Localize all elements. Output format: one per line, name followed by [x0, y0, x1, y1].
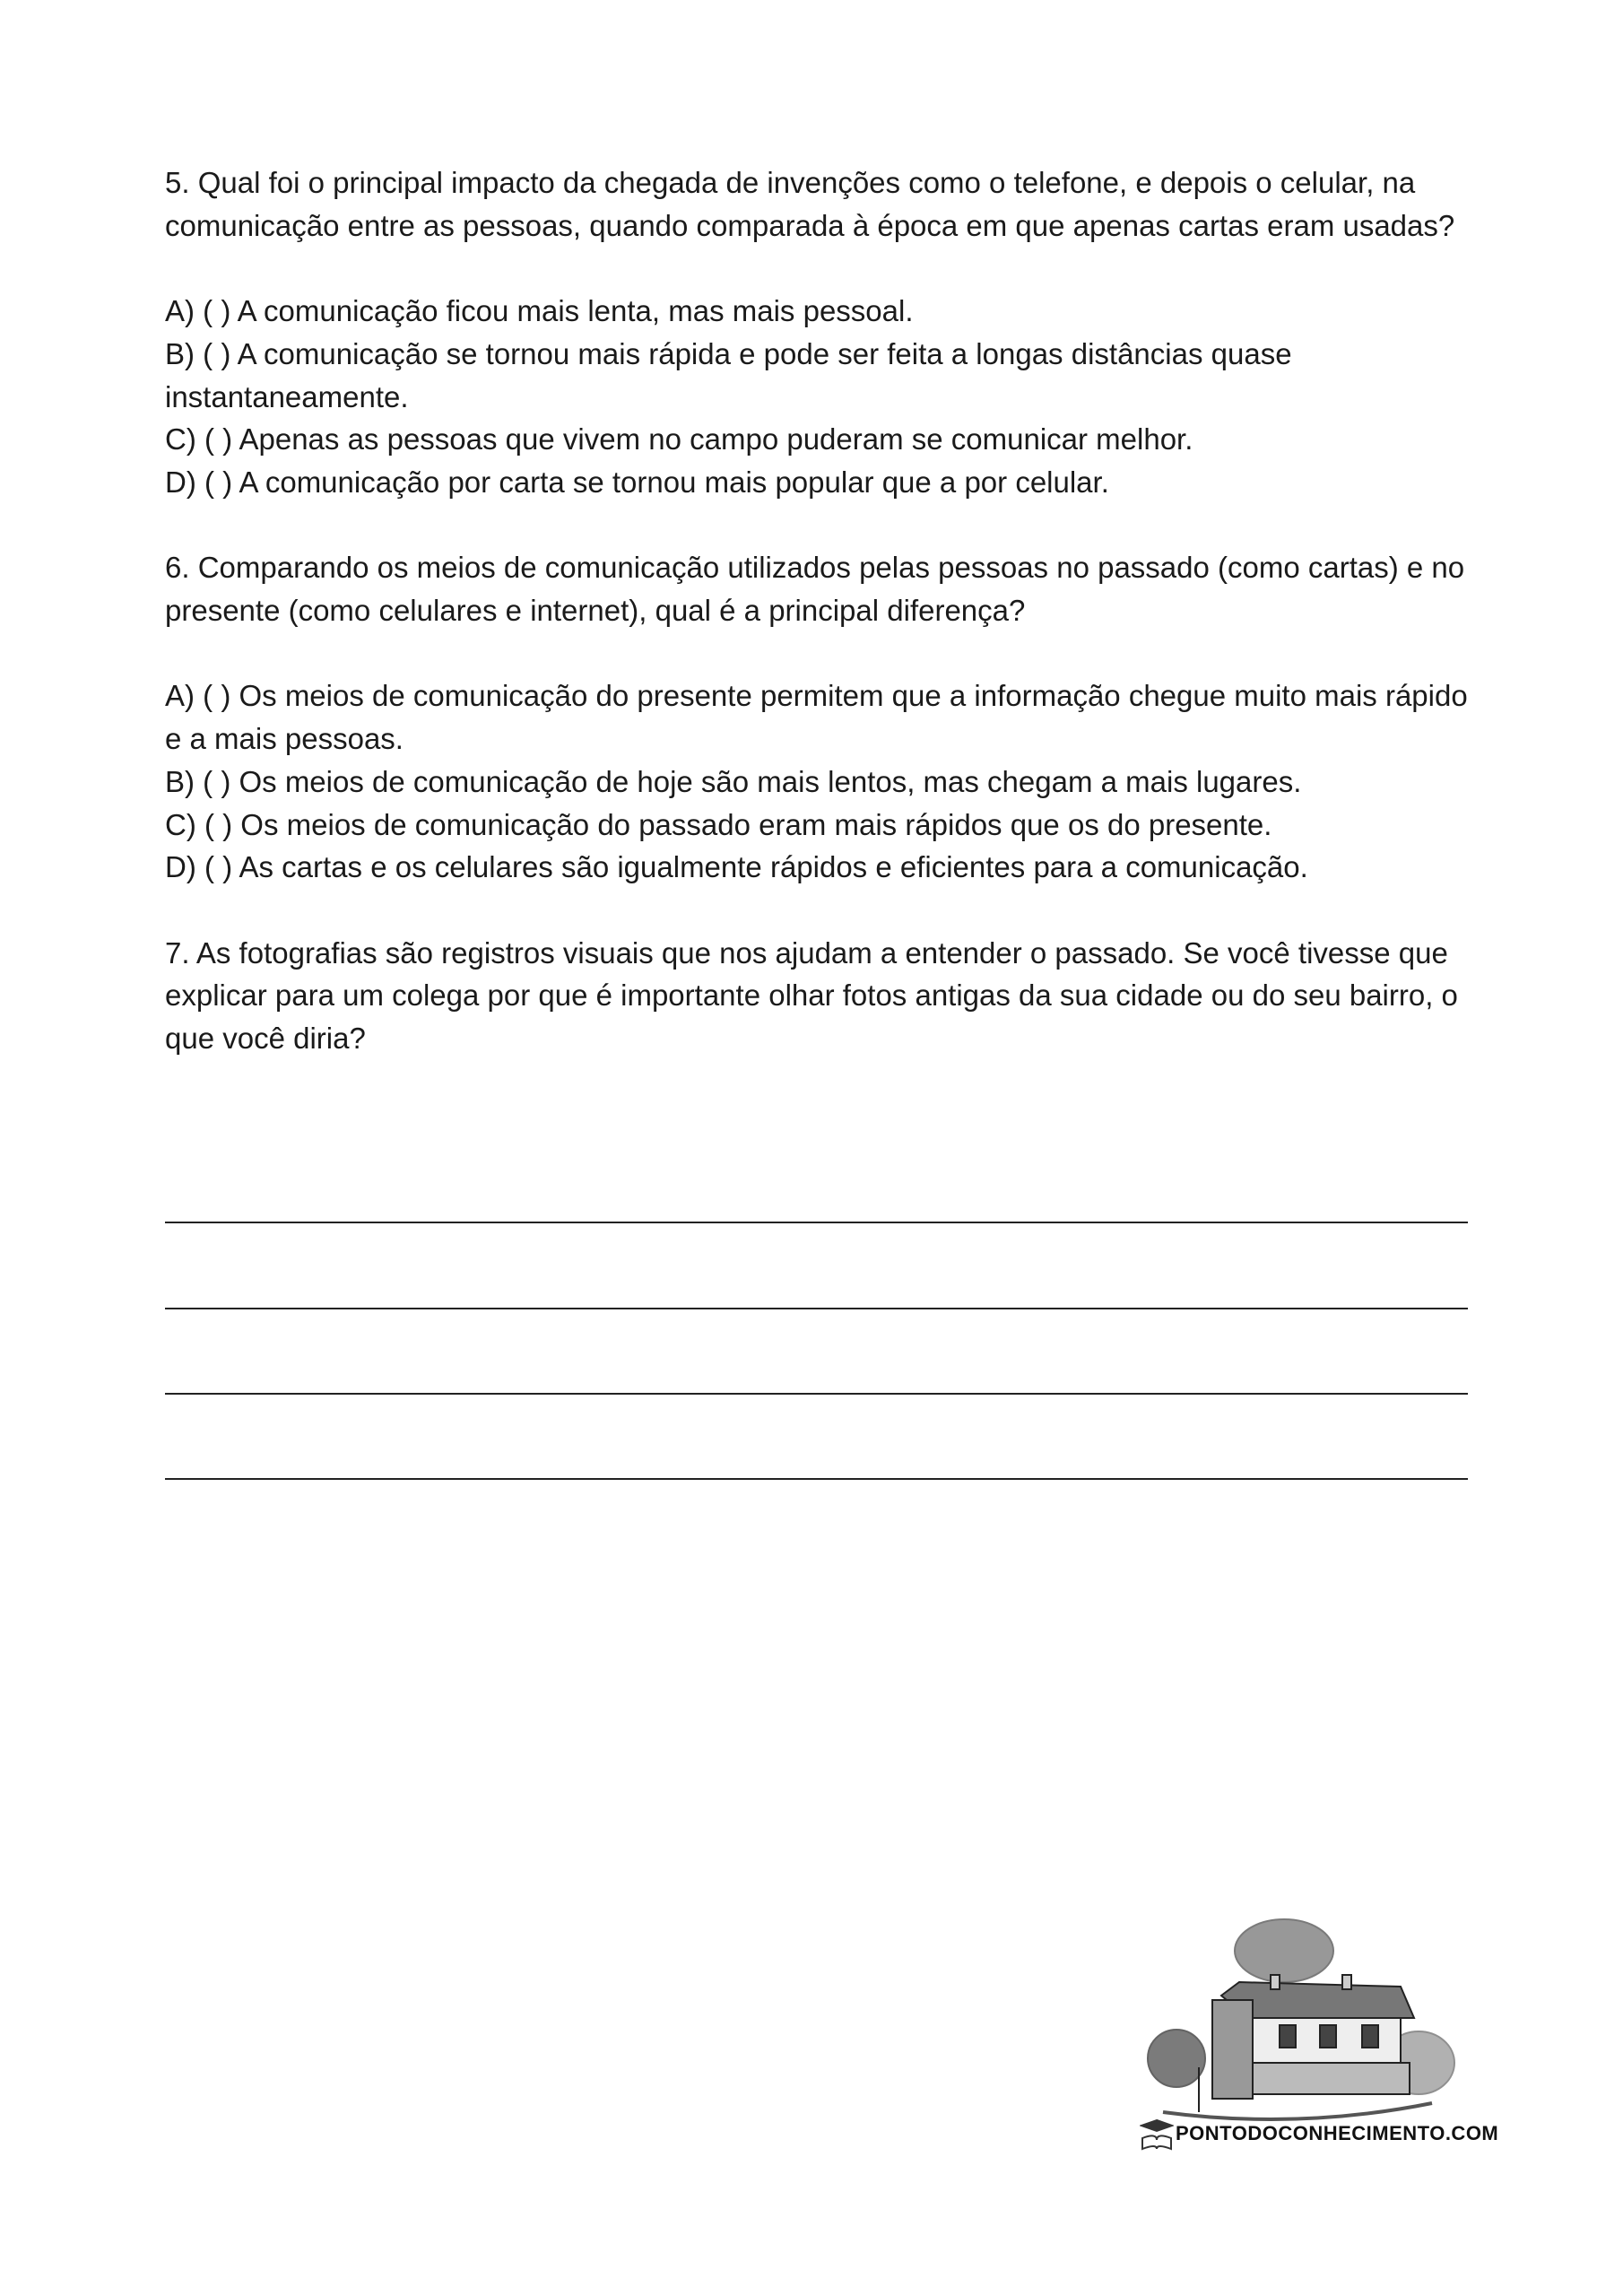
question-5-text: 5. Qual foi o principal impacto da chegada de invenções como o telefone, e depois o celular, na comunicação entre as pessoas, quando comparada à época em que apenas cartas eram usadas? — [165, 166, 1455, 242]
question-5-option-b: B) ( ) A comunicação se tornou mais rápida e pode ser feita a longas distâncias quase instantaneamente. — [165, 336, 1292, 413]
question-6-option-b: B) ( ) Os meios de comunicação de hoje são mais lentos, mas chegam a mais lugares. — [165, 764, 1302, 798]
question-5-option-d: D) ( ) A comunicação por carta se tornou mais popular que a por celular. — [165, 465, 1109, 499]
answer-line[interactable] — [165, 1478, 1468, 1480]
logo-text: PONTODOCONHECIMENTO.COM — [1176, 2122, 1499, 2144]
question-6-text: 6. Comparando os meios de comunicação utilizados pelas pessoas no passado (como cartas) e no presente (como celulares e internet), qual é a principal diferença? — [165, 551, 1465, 627]
question-7-text: 7. As fotografias são registros visuais que nos ajudam a entender o passado. Se você tivesse que explicar para um colega por que é importante olhar fotos antigas da sua cidade ou do seu bairro, o que você diria? — [165, 935, 1458, 1055]
site-logo — [1136, 1910, 1499, 2152]
question-5-option-c: C) ( ) Apenas as pessoas que vivem no campo puderam se comunicar melhor. — [165, 422, 1193, 457]
question-6-option-d: D) ( ) As cartas e os celulares são igualmente rápidos e eficientes para a comunicação. — [165, 850, 1308, 884]
worksheet-content — [165, 161, 1474, 1060]
question-5-option-a: A) ( ) A comunicação ficou mais lenta, mas mais pessoal. — [165, 294, 914, 328]
answer-line[interactable] — [165, 1308, 1468, 1309]
house-illustration-icon — [1136, 1910, 1463, 2121]
answer-line[interactable] — [165, 1222, 1468, 1223]
graduation-book-icon — [1140, 2118, 1174, 2151]
question-6-option-c: C) ( ) Os meios de comunicação do passado eram mais rápidos que os do presente. — [165, 807, 1272, 841]
question-6-option-a: A) ( ) Os meios de comunicação do presente permitem que a informação chegue muito mais rápido e a mais pessoas. — [165, 679, 1468, 756]
answer-line[interactable] — [165, 1393, 1468, 1395]
